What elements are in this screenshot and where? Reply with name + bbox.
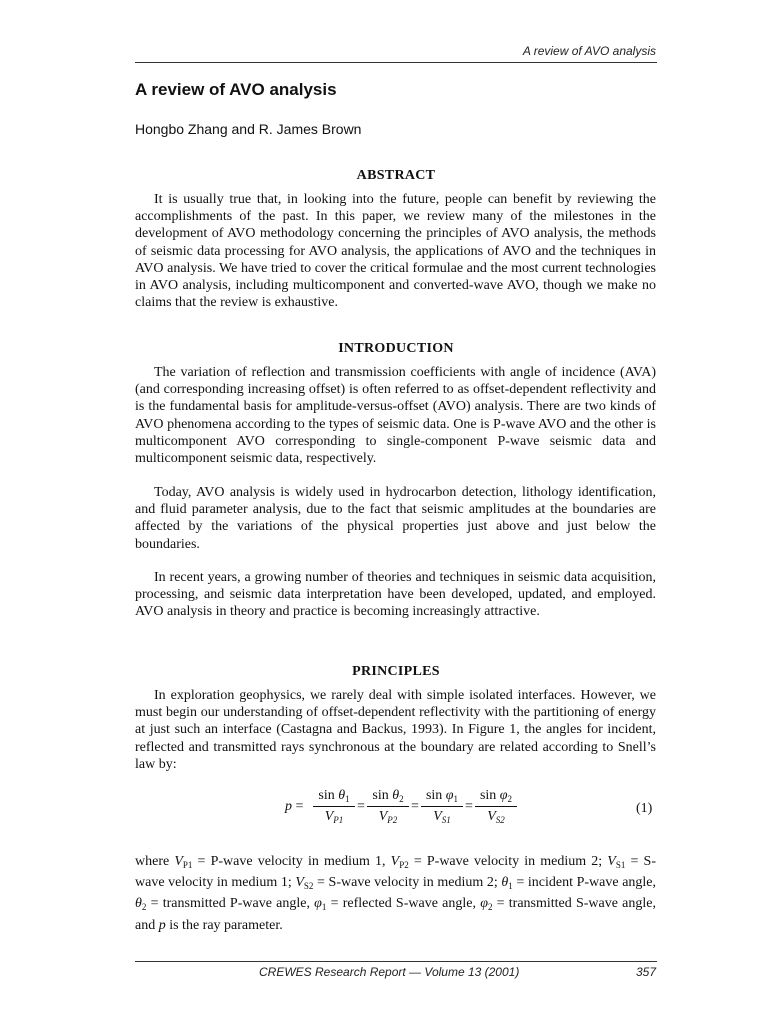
footer-journal: CREWES Research Report — Volume 13 (2001) bbox=[259, 965, 520, 979]
page-number: 357 bbox=[635, 965, 656, 979]
introduction-paragraph-2: Today, AVO analysis is widely used in hydrocarbon detection, lithology identification, and fluid parameter analysis, due to the fact that seismic amplitudes at the boundaries are affected by the variations of the physical properties just above and just below the boundaries. bbox=[135, 485, 656, 552]
abstract-heading: ABSTRACT bbox=[356, 168, 436, 183]
principles-paragraph: In exploration geophysics, we rarely deal with simple isolated interfaces. However, we must begin our understanding of offset-dependent reflectivity with the partitioning of energy at just such an interface (Castagna and Backus, 1993). In Figure 1, the angles for incident, reflected and transmitted rays synchronous at the boundary are related according to Snell’s law by: bbox=[135, 688, 656, 772]
introduction-paragraph-1: The variation of reflection and transmission coefficients with angle of incidence (AVA) (and corresponding increasing offset) is often referred to as offset-dependent reflectivity and is the fundamental basis for amplitude-versus-offset (AVO) analysis. There are two kinds of AVO phenomena according to the types of seismic data. One is P-wave AVO and the other is multicomponent AVO corresponding to single-component P-wave seismic data and multicomponent seismic data, respectively. bbox=[135, 365, 656, 467]
snells-law-equation: p = $\frac{\sin \theta_1}{V_{P1}}$ = $\frac{\sin \theta_2}{V_{P2}}$ = $\frac{\sin \varphi_1}{V_{S1}}$ = $\frac{\sin \varphi_2}{V_{S2}}$ bbox=[285, 788, 660, 838]
running-head: A review of AVO analysis bbox=[522, 44, 656, 58]
paper-authors: Hongbo Zhang and R. James Brown bbox=[135, 121, 362, 137]
introduction-heading: INTRODUCTION bbox=[338, 341, 454, 356]
abstract-text: It is usually true that, in looking into the future, people can benefit by reviewing the accomplishments of the past. In this paper, we review many of the milestones in the development of AVO methodology concerning the principles of AVO analysis, the methods of seismic data processing for AVO analysis, the applications of AVO and the techniques in AVO analysis. We have tried to cover the critical formulae and the most current technologies in AVO analysis, including multicomponent and converted-wave AVO, though we make no claims that the review is exhaustive. bbox=[135, 192, 656, 311]
header-rule bbox=[135, 62, 657, 63]
principles-heading: PRINCIPLES bbox=[352, 664, 440, 679]
introduction-paragraph-3: In recent years, a growing number of theories and techniques in seismic data acquisition, processing, and seismic data interpretation have been developed, updated, and employed. AVO analysis in theory and practice is becoming increasingly attractive. bbox=[135, 570, 656, 620]
equation-number: (1) bbox=[636, 801, 653, 816]
paper-title: A review of AVO analysis bbox=[135, 80, 337, 99]
footer-rule bbox=[135, 961, 657, 962]
equation-definitions: where $V_{P1}$ = P-wave velocity in medium 1, $V_{P2}$ = P-wave velocity in medium 2; $V_{S1}$ = S-wave velocity in medium 1; $V_{S2}$ = S-wave velocity in medium 2; $\theta_1$ = incident P-wave angle, $\theta_2$ = transmitted P-wave angle, $\varphi_1$ = reflected S-wave angle, $\varphi_2$ = transmitted S-wave angle, and p is the ray parameter. bbox=[135, 854, 657, 933]
